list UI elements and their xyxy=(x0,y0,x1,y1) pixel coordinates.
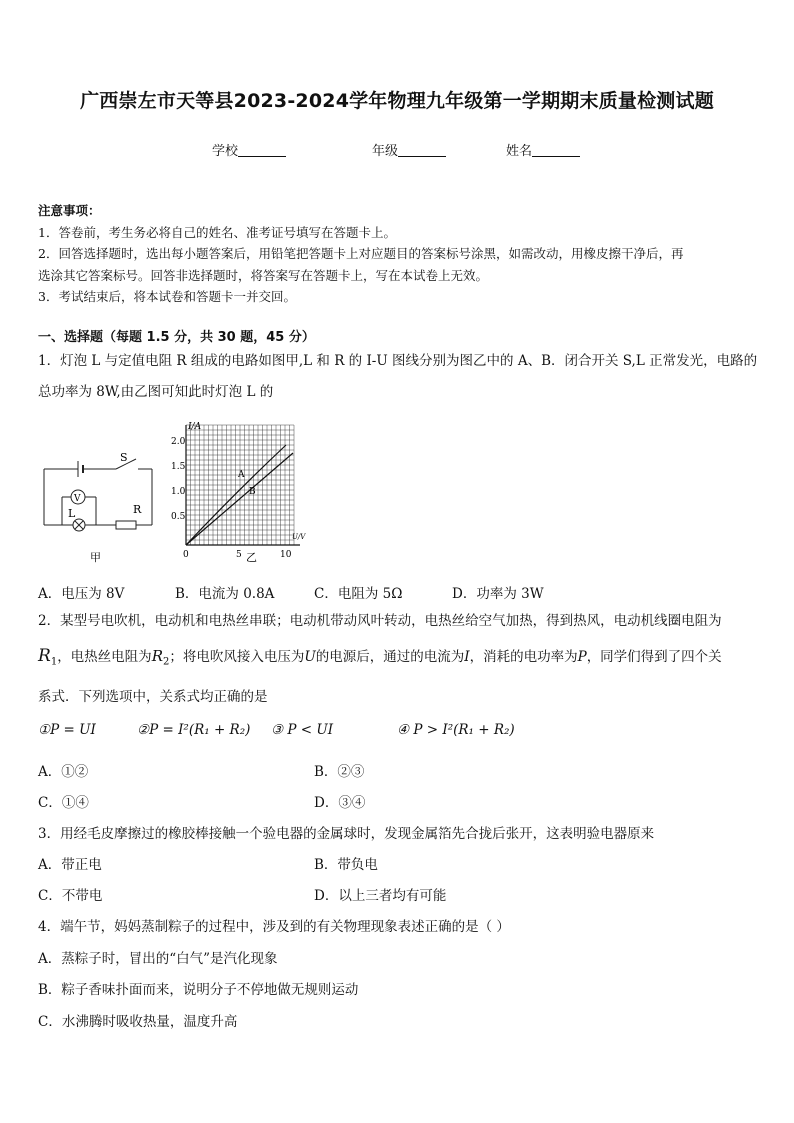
circuit-diagram xyxy=(44,459,152,531)
page-title: 广西崇左市天等县2023-2024学年物理九年级第一学期期末质量检测试题 xyxy=(80,90,714,112)
grade-label: 年级 xyxy=(372,144,399,159)
voltmeter-label: V xyxy=(74,494,81,504)
relation-4: ④ P > I²(R₁ + R₂) xyxy=(397,722,515,738)
q4-option-a: A．蒸粽子时，冒出的“白气”是汽化现象 xyxy=(38,951,278,967)
q1-option-d: D．功率为 3W xyxy=(452,586,544,602)
question-3: 3．用经毛皮摩擦过的橡胶棒接触一个验电器的金属球时，发现金属箔先合拢后张开，这表明验电器原来 xyxy=(38,826,655,842)
circuit-caption: 甲 xyxy=(90,551,101,564)
iu-graph xyxy=(186,425,300,545)
name-label: 姓名 xyxy=(506,144,533,159)
notes-item: 3．考试结束后，将本试卷和答题卡一并交回。 xyxy=(38,289,296,304)
question-1-line: 总功率为 8W,由乙图可知此时灯泡 L 的 xyxy=(38,384,274,400)
curve-b-label: B xyxy=(249,487,256,497)
school-blank xyxy=(238,144,286,157)
y-tick: 2.0 xyxy=(171,437,186,447)
resistor-label: R xyxy=(133,503,142,516)
q3-option-b: B．带负电 xyxy=(314,857,378,873)
notes-item: 选涂其它答案标号。回答非选择题时，将答案写在答题卡上，写在本试卷上无效。 xyxy=(38,267,489,283)
name-blank xyxy=(532,144,580,157)
r1-symbol: R xyxy=(38,646,51,666)
switch-label: S xyxy=(120,451,128,464)
q1-option-c: C．电阻为 5Ω xyxy=(314,586,403,602)
section-heading: 一、选择题（每题 1.5 分，共 30 题，45 分） xyxy=(38,330,315,345)
x-tick: 5 xyxy=(236,550,242,560)
notes-item: 1．答卷前，考生务必将自己的姓名、准考证号填写在答题卡上。 xyxy=(38,224,396,240)
question-2 xyxy=(38,606,768,713)
question-2-line: 2．某型号电吹机，电动机和电热丝串联；电动机带动风叶转动，电热丝给空气加热，得到热风，电动机线圈电阻为 xyxy=(38,613,722,629)
graph-y-label: I/A xyxy=(188,422,202,432)
question-1 xyxy=(38,346,768,408)
r2-symbol: R xyxy=(151,647,163,665)
school-label: 学校 xyxy=(212,144,239,159)
relation-1: ①P = UI xyxy=(38,722,96,738)
q3-option-c: C．不带电 xyxy=(38,888,103,904)
graph-x-label: U/V xyxy=(292,533,306,541)
q3-option-d: D．以上三者均有可能 xyxy=(314,888,447,904)
y-tick: 1.5 xyxy=(171,462,186,472)
name-field xyxy=(506,140,580,159)
question-2-line: $R_1$，电热丝电阻为$R_2$；将电吹风接入电压为U的电源后，通过的电流为I，消耗的电功率为P，同学们得到了四个关 xyxy=(38,646,722,668)
x-tick: 10 xyxy=(280,550,292,560)
q4-option-c: C．水沸腾时吸收热量，温度升高 xyxy=(38,1014,238,1030)
notes-block xyxy=(38,200,758,308)
question-1-line: 1．灯泡 L 与定值电阻 R 组成的电路如图甲,L 和 R 的 I-U 图线分别为图乙中的 A、B．闭合开关 S,L 正常发光，电路的 xyxy=(38,353,758,369)
school-field xyxy=(212,140,286,159)
question-1-figure xyxy=(38,415,318,565)
x-tick: 0 xyxy=(183,550,189,560)
y-tick: 0.5 xyxy=(171,512,186,522)
curve-a-label: A xyxy=(238,470,245,480)
question-2-line: 系式．下列选项中，关系式均正确的是 xyxy=(38,688,268,705)
y-tick: 1.0 xyxy=(171,487,186,497)
lamp-label: L xyxy=(68,507,76,520)
q1-option-b: B．电流为 0.8A xyxy=(175,586,275,602)
q1-option-a: A．电压为 8V xyxy=(38,586,125,602)
grade-blank xyxy=(398,144,446,157)
q2-option-d: D．③④ xyxy=(314,795,366,811)
q2-option-a: A．①② xyxy=(38,764,89,780)
question-4: 4．端午节，妈妈蒸制粽子的过程中，涉及到的有关物理现象表述正确的是（ ） xyxy=(38,919,510,935)
graph-caption: 乙 xyxy=(246,551,257,564)
q3-option-a: A．带正电 xyxy=(38,857,102,873)
notes-item: 2．回答选择题时，选出每小题答案后，用铅笔把答题卡上对应题目的答案标号涂黑，如需改动，用橡皮擦干净后，再 xyxy=(38,246,684,261)
q2-option-c: C．①④ xyxy=(38,795,89,811)
grade-field xyxy=(372,140,446,159)
q4-option-b: B．粽子香味扑面而来，说明分子不停地做无规则运动 xyxy=(38,982,359,998)
notes-heading: 注意事项： xyxy=(38,203,101,218)
curve-b xyxy=(186,453,293,545)
relation-3: ③ P < UI xyxy=(271,722,334,738)
q2-option-b: B．②③ xyxy=(314,764,365,780)
relation-2: ②P = I²(R₁ + R₂) xyxy=(137,722,251,738)
